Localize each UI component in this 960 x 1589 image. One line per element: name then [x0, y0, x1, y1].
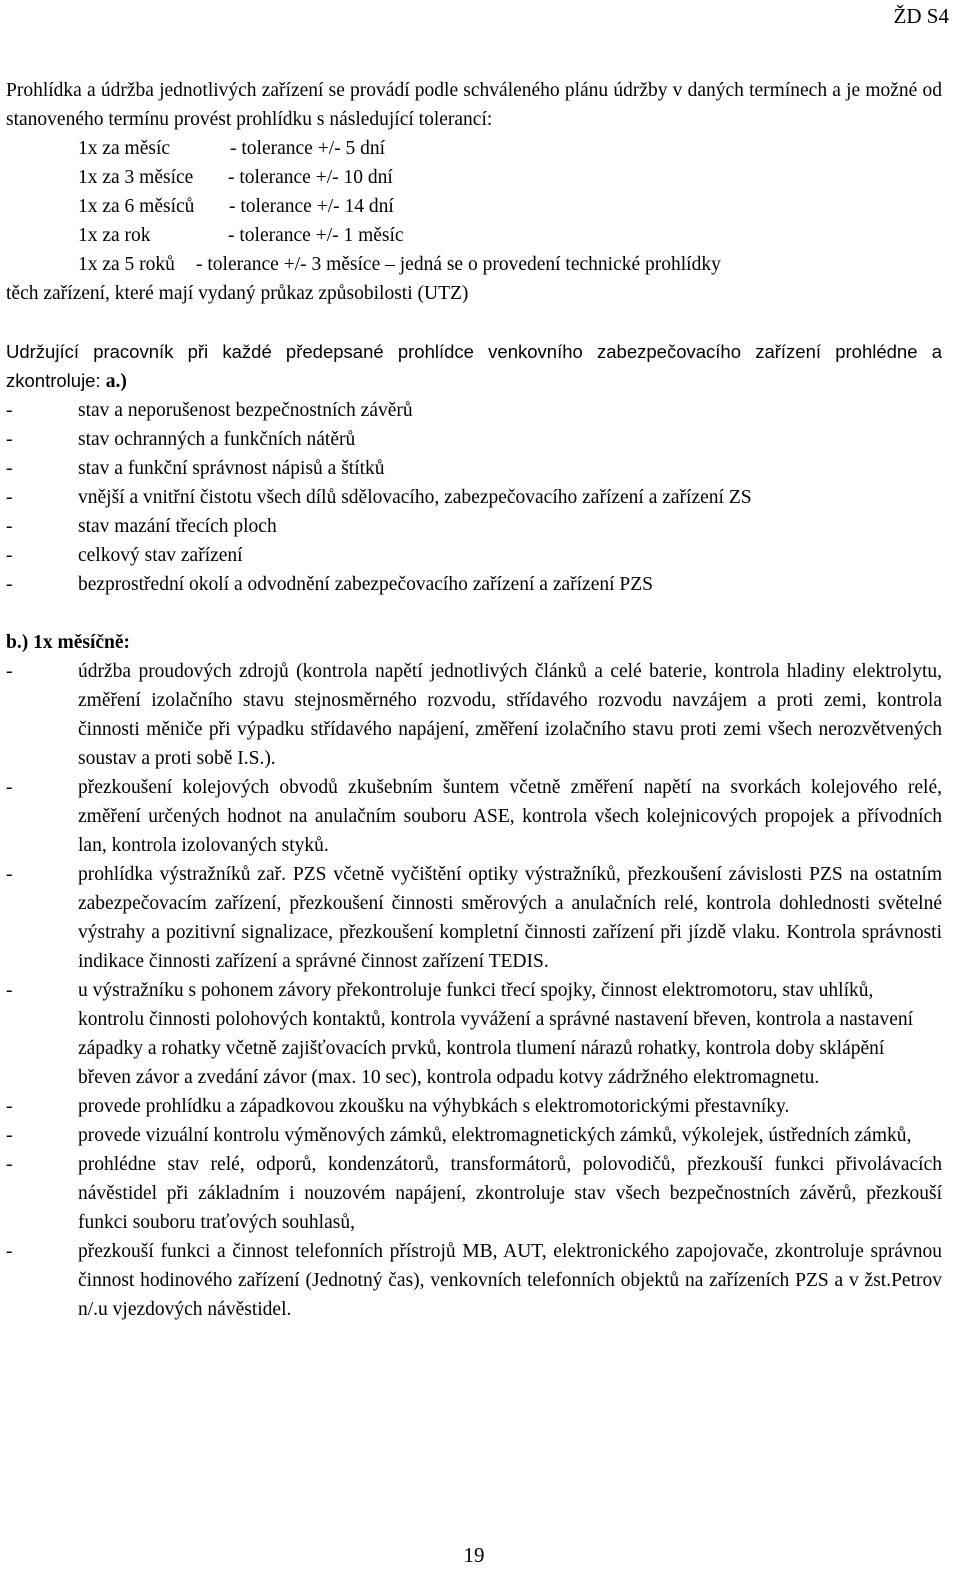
tolerance-row: [78, 192, 942, 221]
section-a-intro-text: Udržující pracovník při každé předepsané prohlídce venkovního zabezpečovacího zařízení prohlédne a zkontroluje:: [6, 341, 942, 391]
dash-bullet: -: [6, 1125, 13, 1146]
list-item-text: přezkoušení kolejových obvodů zkušebním šuntem včetně změření napětí na svorkách kolejového relé, změření určených hodnot na anulačním souboru ASE, kontrola všech kolejnicových propojek a přívodních lan, kontrola izolovaných styků.: [78, 777, 942, 856]
document-body: [6, 76, 942, 1324]
list-item: [6, 976, 942, 1092]
tolerance-row: [78, 134, 942, 163]
tolerance-value: - tolerance +/- 3 měsíce – jedná se o provedení technické prohlídky: [196, 254, 721, 275]
spacer: [6, 599, 942, 628]
dash-bullet: -: [6, 429, 13, 450]
list-item: [6, 570, 942, 599]
tolerance-period: 1x za rok: [78, 225, 151, 246]
list-item-text: bezprostřední okolí a odvodnění zabezpečovacího zařízení a zařízení PZS: [78, 574, 654, 595]
dash-bullet: -: [6, 458, 13, 479]
tolerance-row: [78, 250, 942, 279]
tolerance-period: 1x za 6 měsíců: [78, 196, 195, 217]
list-item: [6, 396, 942, 425]
list-item: [6, 773, 942, 860]
list-item-text: údržba proudových zdrojů (kontrola napětí jednotlivých článků a celé baterie, kontrola hladiny elektrolytu, změření izolačního stavu stejnosměrného rozvodu, střídavého rozvodu navzájem a proti zemi, kontrola činnosti měniče při výpadku střídavého napájení, změření izolačního stavu proti zemi všech nerozvětvených soustav a proti sobě I.S.).: [78, 661, 942, 769]
dash-bullet: -: [6, 1241, 13, 1262]
list-item-text: přezkouší funkci a činnost telefonních přístrojů MB, AUT, elektronického zapojovače, zkontroluje správnou činnost hodinového zařízení (Jednotný čas), venkovních telefonních objektů na zařízeních PZS a v žst.Petrov n/.u vjezdových návěstidel.: [78, 1241, 942, 1320]
list-item-text: provede vizuální kontrolu výměnových zámků, elektromagnetických zámků, výkolejek, ústředních zámků,: [78, 1125, 912, 1146]
list-item: [6, 483, 942, 512]
list-item: [6, 541, 942, 570]
list-item: [6, 657, 942, 773]
list-item: [6, 1150, 942, 1237]
tolerance-period: 1x za 3 měsíce: [78, 167, 194, 188]
dash-bullet: -: [6, 777, 13, 798]
tolerance-value: - tolerance +/- 14 dní: [229, 196, 394, 217]
tolerance-continuation: těch zařízení, které mají vydaný průkaz způsobilosti (UTZ): [6, 283, 469, 304]
list-item-text: stav mazání třecích ploch: [78, 516, 277, 537]
document-code: ŽD S4: [893, 4, 949, 28]
tolerance-value: - tolerance +/- 10 dní: [228, 167, 393, 188]
dash-bullet: -: [6, 516, 13, 537]
list-item-text: prohlídka výstražníků zař. PZS včetně vyčištění optiky výstražníků, přezkoušení závislosti PZS na ostatním zabezpečovacím zařízení, přezkoušení činnosti směrových a anulačních relé, kontrola dohlednosti světelné výstrahy a pozitivní signalizace, přezkoušení kompletní činnosti zařízení při jízdě vlaku. Kontrola správnosti indikace činnosti zařízení a správné činnost zařízení TEDIS.: [78, 864, 942, 972]
spacer: [6, 308, 942, 337]
list-item: [6, 1121, 942, 1150]
section-a-label: a.): [105, 371, 127, 392]
list-item: [6, 512, 942, 541]
list-item: [6, 425, 942, 454]
tolerance-row: [78, 163, 942, 192]
dash-bullet: -: [6, 661, 13, 682]
tolerance-value: - tolerance +/- 1 měsíc: [228, 225, 404, 246]
list-item-text: stav a neporušenost bezpečnostních závěrů: [78, 400, 413, 421]
list-item: [6, 1237, 942, 1324]
dash-bullet: -: [6, 574, 13, 595]
dash-bullet: -: [6, 1096, 13, 1117]
list-item-text: celkový stav zařízení: [78, 545, 243, 566]
intro-paragraph: Prohlídka a údržba jednotlivých zařízení se provádí podle schváleného plánu údržby v daných termínech a je možné od stanoveného termínu provést prohlídku s následující tolerancí:: [6, 80, 942, 130]
list-item-text: prohlédne stav relé, odporů, kondenzátorů, transformátorů, polovodičů, přezkouší funkci přivolávacích návěstidel při základním i nouzovém napájení, zkontroluje stav všech bezpečnostních závěrů, přezkouší funkci souboru traťových souhlasů,: [78, 1154, 942, 1233]
dash-bullet: -: [6, 400, 13, 421]
list-item: [6, 1092, 942, 1121]
list-item: [6, 454, 942, 483]
list-item-text: stav a funkční správnost nápisů a štítků: [78, 458, 385, 479]
section-b-heading: b.) 1x měsíčně:: [6, 632, 131, 653]
dash-bullet: -: [6, 864, 13, 885]
tolerance-value: - tolerance +/- 5 dní: [230, 138, 386, 159]
list-item-text: u výstražníku s pohonem závory překontroluje funkci třecí spojky, činnost elektromotoru, stav uhlíků, kontrolu činnosti polohových kontaktů, kontrola vyvážení a správné nastavení břeven, kontrola a nastavení západky a rohatky včetně zajišťovacích prvků, kontrola tlumení nárazů rohatky, kontrola doby sklápění břeven závor a zvedání závor (max. 10 sec), kontrola odpadu kotvy zádržného elektromagnetu.: [78, 980, 914, 1088]
dash-bullet: -: [6, 1154, 13, 1175]
tolerance-period: 1x za 5 roků: [78, 254, 175, 275]
dash-bullet: -: [6, 545, 13, 566]
dash-bullet: -: [6, 487, 13, 508]
tolerance-row: [78, 221, 942, 250]
list-item-text: provede prohlídku a západkovou zkoušku na výhybkách s elektromotorickými přestavníky.: [78, 1096, 790, 1117]
dash-bullet: -: [6, 980, 13, 1001]
list-item-text: vnější a vnitřní čistotu všech dílů sdělovacího, zabezpečovacího zařízení a zařízení ZS: [78, 487, 752, 508]
section-a-intro: [6, 337, 942, 396]
tolerance-period: 1x za měsíc: [78, 138, 171, 159]
list-item: [6, 860, 942, 976]
list-item-text: stav ochranných a funkčních nátěrů: [78, 429, 356, 450]
page-number: 19: [463, 1543, 485, 1567]
